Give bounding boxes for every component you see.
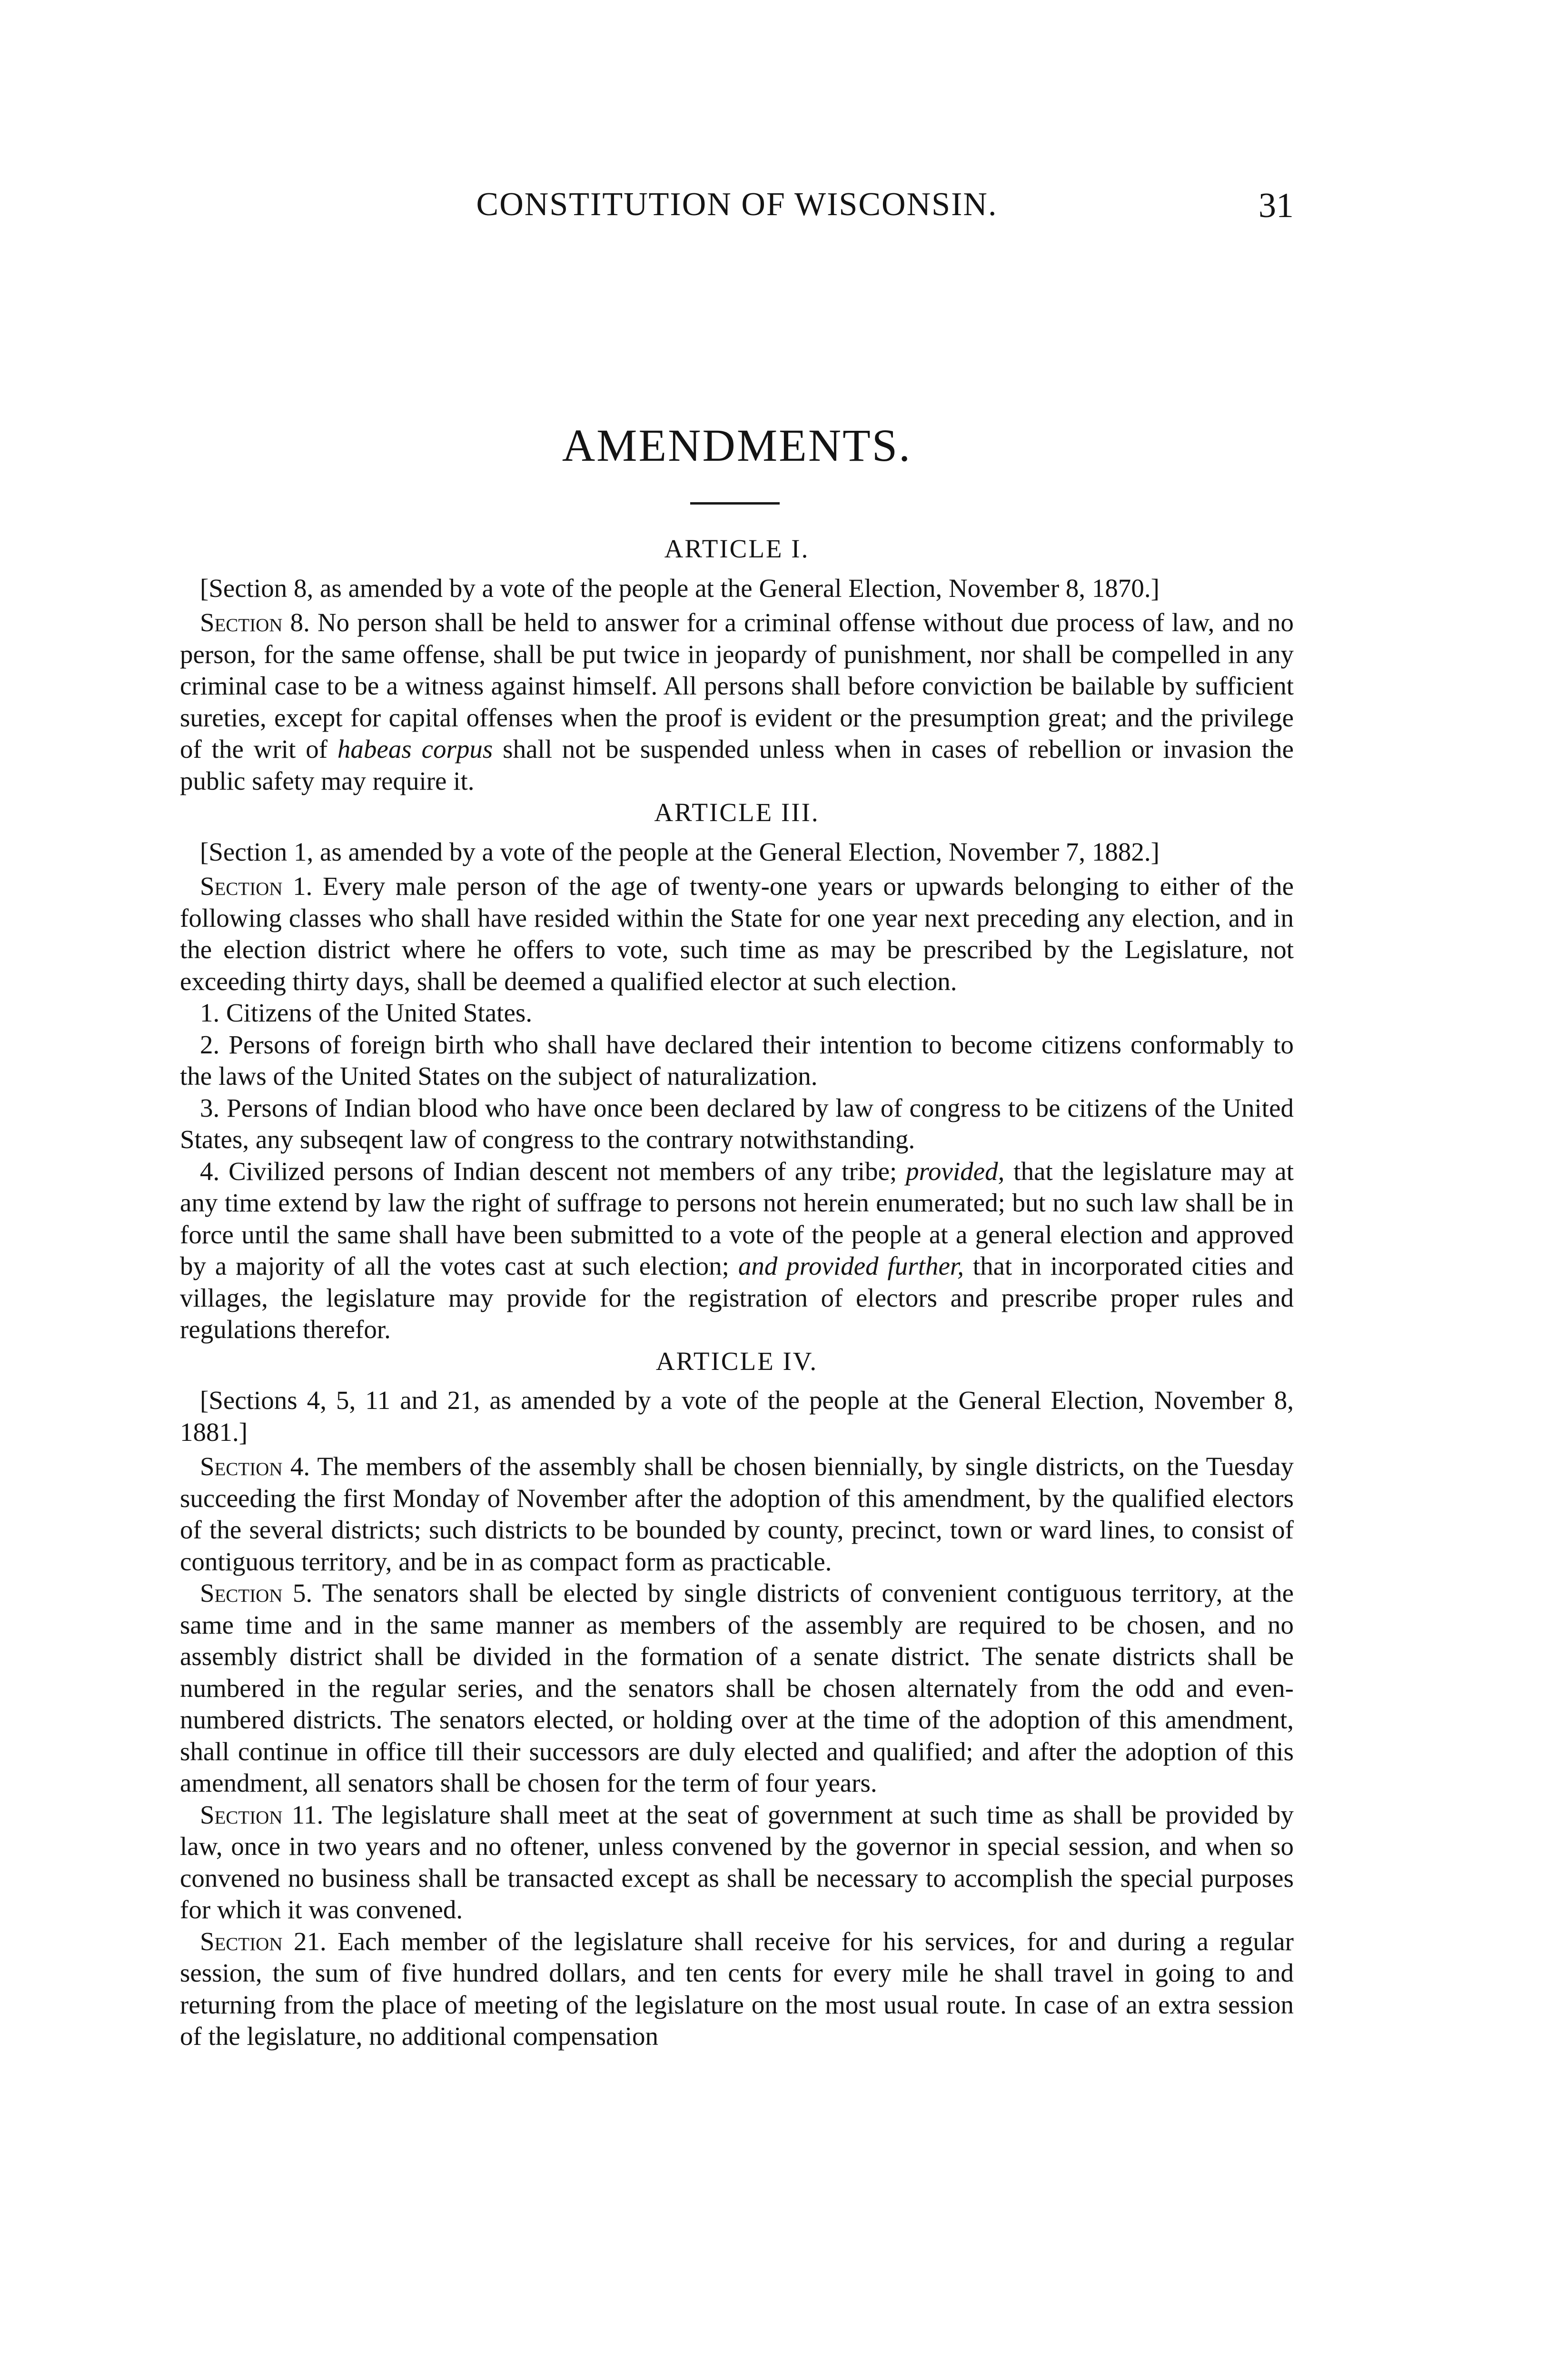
section-label: Section 4.	[200, 1452, 310, 1481]
section-paragraph: Section 4. The members of the assembly shall be chosen biennially, by single districts, on the Tuesday succeeding the first Monday of November after the adoption of this amendment, by the qualified electors of the several districts; such districts to be bounded by county, precinct, town or ward lines, to consist of contiguous territory, and be in as compact form as practicable.	[180, 1452, 1294, 1576]
section-label: Section 11.	[200, 1800, 324, 1829]
article-4	[180, 1346, 1294, 2053]
page-number: 31	[1259, 186, 1294, 225]
document-body	[180, 533, 1294, 2053]
article-title: ARTICLE IV.	[655, 1346, 818, 1376]
article-1	[180, 533, 1294, 797]
page-heading: AMENDMENTS.	[562, 420, 912, 471]
article-title: ARTICLE I.	[664, 534, 810, 563]
section-label: Section 21.	[200, 1926, 327, 1956]
amendment-note: [Section 8, as amended by a vote of the people at the General Election, November 8, 1870.]	[200, 573, 1160, 603]
list-item: 1. Citizens of the United States.	[200, 998, 533, 1027]
amendment-note: [Section 1, as amended by a vote of the people at the General Election, November 7, 1882.]	[200, 837, 1160, 866]
section-paragraph: Section 8. No person shall be held to answer for a criminal offense without due process of law, and no person, for the same offense, shall be put twice in jeopardy of punishment, nor shall be compelled in any criminal case to be a witness against himself. All persons shall before conviction be bailable by sufficient sureties, except for capital offenses when the proof is evident or the presumption great; and the privilege of the writ of habeas corpus shall not be suspended unless when in cases of rebellion or invasion the public safety may require it.	[180, 608, 1294, 795]
running-title: CONSTITUTION OF WISCONSIN.	[476, 186, 998, 223]
heading-rule	[690, 502, 780, 505]
section-paragraph: Section 1. Every male person of the age of twenty-one years or upwards belonging to either of the following classes who shall have resided within the State for one year next preceding any election, and in the election district where he offers to vote, such time as may be prescribed by the Legislature, not exceeding thirty days, shall be deemed a qualified elector at such election.	[180, 872, 1294, 996]
section-paragraph: Section 11. The legislature shall meet at the seat of government at such time as shall be provided by law, once in two years and no oftener, unless convened by the governor in special session, and when so convened no business shall be transacted except as shall be necessary to accomplish the special purposes for which it was convened.	[180, 1800, 1294, 1924]
list-item: 4. Civilized persons of Indian descent not members of any tribe; provided, that the legislature may at any time extend by law the right of suffrage to persons not herein enumerated; but no such law shall be in force until the same shall have been submitted to a vote of the people at a general election and approved by a majority of all the votes cast at such election; and provided further, that in incorporated cities and villages, the legislature may provide for the registration of electors and prescribe proper rules and regulations therefor.	[180, 1156, 1294, 1344]
section-label: Section 5.	[200, 1578, 313, 1607]
section-paragraph: Section 5. The senators shall be elected by single districts of convenient contiguous territory, at the same time and in the same manner as members of the assembly are required to be chosen, and no assembly district shall be divided in the formation of a senate district. The senate districts shall be numbered in the regular series, and the senators shall be chosen alternately from the odd and even-numbered districts. The senators elected, or holding over at the time of the adoption of this amendment, shall continue in office till their successors are duly elected and qualified; and after the adoption of this amendment, all senators shall be chosen for the term of four years.	[180, 1578, 1294, 1797]
running-head	[180, 186, 1294, 238]
section-label: Section 8.	[200, 608, 310, 637]
article-3	[180, 797, 1294, 1346]
amendment-note: [Sections 4, 5, 11 and 21, as amended by a vote of the people at the General Election, November 8, 1881.]	[180, 1386, 1294, 1447]
article-title: ARTICLE III.	[654, 798, 820, 827]
list-item: 3. Persons of Indian blood who have once been declared by law of congress to be citizens of the United States, any subseqent law of congress to the contrary notwithstanding.	[180, 1093, 1294, 1154]
section-label: Section 1.	[200, 872, 313, 901]
list-item: 2. Persons of foreign birth who shall have declared their intention to become citizens conformably to the laws of the United States on the subject of naturalization.	[180, 1030, 1294, 1091]
section-paragraph: Section 21. Each member of the legislature shall receive for his services, for and during a regular session, the sum of five hundred dollars, and ten cents for every mile he shall travel in going to and returning from the place of meeting of the legislature on the most usual route. In case of an extra session of the legislature, no additional compensation	[180, 1926, 1294, 2051]
